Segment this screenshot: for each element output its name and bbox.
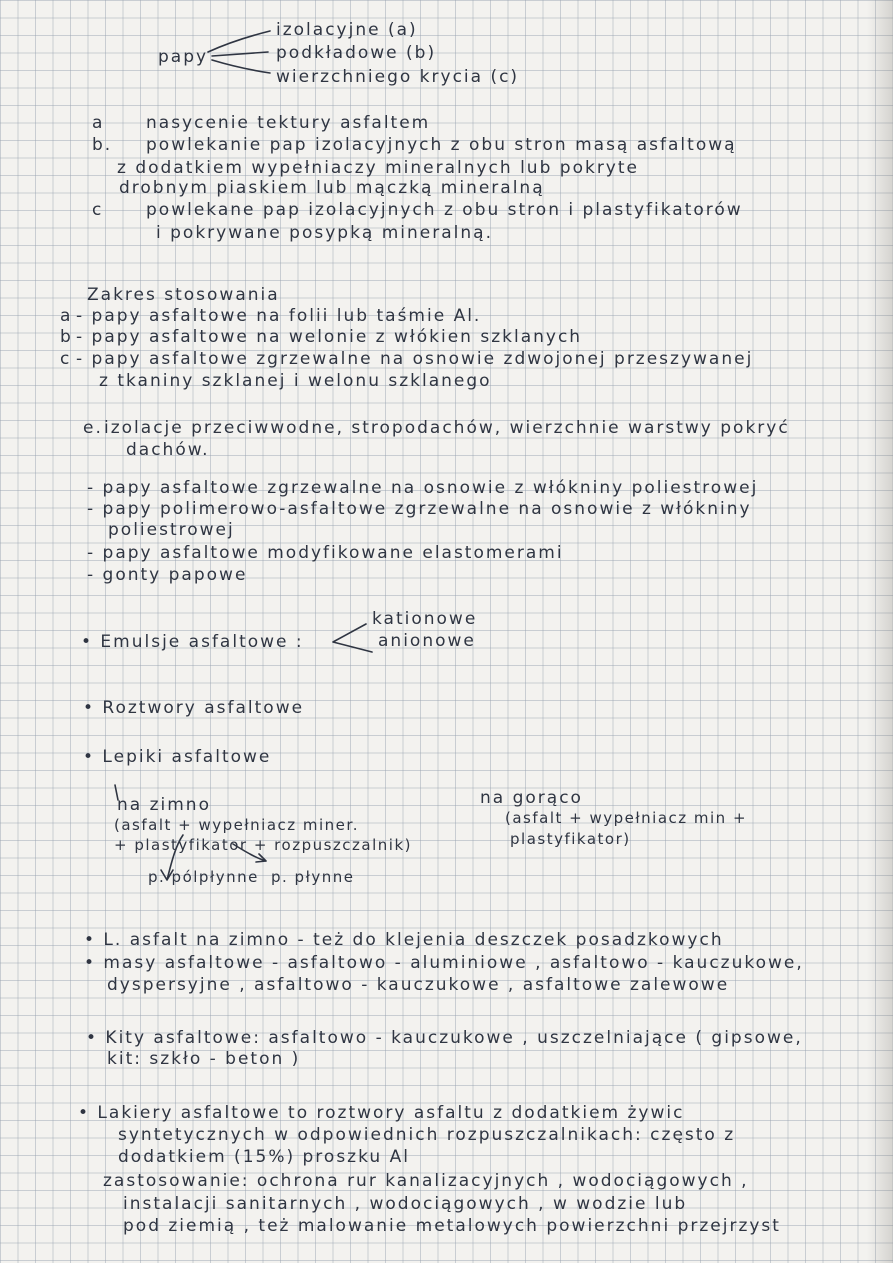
- zakres-c-line: - papy asfaltowe zgrzewalne na osnowie zdwojonej przeszywanej: [76, 349, 754, 369]
- lepiki-hot-title: na gorąco: [480, 788, 583, 808]
- papy-branch-2: podkładowe (b): [276, 43, 437, 63]
- papa-type-item: - papy asfaltowe modyfikowane elastomerami: [87, 543, 564, 563]
- emulsje-branch: [333, 624, 372, 652]
- zakres-heading: Zakres stosowania: [87, 285, 280, 305]
- lakiery-line: instalacji sanitarnych , wodociągowych , w wodzie lub: [123, 1194, 688, 1214]
- lepiki-hot-line: plastyfikator): [510, 830, 631, 848]
- def-b-line: drobnym piaskiem lub mączką mineralną: [119, 178, 545, 198]
- zakres-c-label: c: [60, 349, 72, 369]
- def-b-line: z dodatkiem wypełniaczy mineralnych lub pokryte: [117, 158, 639, 178]
- papy-branch-middle: [212, 52, 268, 56]
- def-b-line: powlekanie pap izolacyjnych z obu stron masą asfaltową: [146, 135, 737, 155]
- izolacje-label: e.: [83, 418, 103, 438]
- lakiery-line: pod ziemią , też malowanie metalowych powierzchni przejrzyst: [123, 1216, 781, 1236]
- lepiki-cold-title: na zimno: [117, 795, 211, 815]
- emulsje-kationowe: kationowe: [372, 609, 478, 629]
- lakiery-line: • Lakiery asfaltowe to roztwory asfaltu z dodatkiem żywic: [78, 1103, 685, 1123]
- lepiki-subtype: p. pólpłynne: [148, 868, 259, 886]
- papy-branch-lower: [212, 60, 270, 73]
- extra-item: • Kity asfaltowe: asfaltowo - kauczukowe , uszczelniające ( gipsowe,: [86, 1028, 803, 1048]
- extra-item: dyspersyjne , asfaltowo - kauczukowe , asfaltowe zalewowe: [107, 975, 730, 995]
- extra-item: • L. asfalt na zimno - też do klejenia deszczek posadzkowych: [84, 930, 724, 950]
- zakres-a-label: a: [60, 306, 73, 326]
- lepiki-cold-line: (asfalt + wypełniacz miner.: [114, 816, 359, 834]
- papy-branch-upper: [208, 31, 270, 52]
- def-b-label: b.: [92, 135, 113, 155]
- izolacje-line: dachów.: [126, 440, 210, 460]
- zakres-a-line: - papy asfaltowe na folii lub taśmie Al.: [76, 306, 482, 326]
- papy-branch-1: izolacyjne (a): [276, 20, 418, 40]
- lepiki-subtype: p. płynne: [271, 868, 355, 886]
- lepiki-cold-line: + plastyfikator + rozpuszczalnik): [114, 836, 412, 854]
- papy-branch-3: wierzchniego krycia (c): [276, 67, 520, 87]
- def-c-line: i pokrywane posypką mineralną.: [156, 223, 493, 243]
- zakres-c-line: z tkaniny szklanej i welonu szklanego: [99, 371, 492, 391]
- lakiery-line: zastosowanie: ochrona rur kanalizacyjnych , wodociągowych ,: [103, 1171, 749, 1191]
- izolacje-line: izolacje przeciwwodne, stropodachów, wierzchnie warstwy pokryć: [104, 418, 790, 438]
- papa-type-item: poliestrowej: [108, 520, 235, 540]
- emulsje-bullet: • Emulsje asfaltowe :: [81, 632, 304, 652]
- zakres-b-label: b: [60, 327, 73, 347]
- zakres-b-line: - papy asfaltowe na welonie z włókien szklanych: [76, 327, 583, 347]
- roztwory-bullet: • Roztwory asfaltowe: [83, 698, 305, 718]
- papa-type-item: - gonty papowe: [87, 565, 248, 585]
- papa-type-item: - papy asfaltowe zgrzewalne na osnowie z włókniny poliestrowej: [87, 478, 759, 498]
- lakiery-line: dodatkiem (15%) proszku Al: [118, 1147, 410, 1167]
- extra-item: • masy asfaltowe - asfaltowo - aluminiowe , asfaltowo - kauczukowe,: [84, 953, 804, 973]
- def-c-line: powlekane pap izolacyjnych z obu stron i plastyfikatorów: [146, 200, 743, 220]
- extra-item: kit: szkło - beton ): [107, 1049, 301, 1069]
- def-a-label: a: [92, 113, 105, 133]
- papa-type-item: - papy polimerowo-asfaltowe zgrzewalne na osnowie z włókniny: [87, 499, 752, 519]
- def-a-line: nasycenie tektury asfaltem: [146, 113, 431, 133]
- def-c-label: c: [92, 200, 104, 220]
- papy-head: papy: [158, 47, 209, 67]
- lepiki-hot-line: (asfalt + wypełniacz min +: [505, 809, 748, 827]
- lepiki-bullet: • Lepiki asfaltowe: [83, 747, 272, 767]
- emulsje-anionowe: anionowe: [378, 631, 476, 651]
- lakiery-line: syntetycznych w odpowiednich rozpuszczalnikach: często z: [118, 1125, 736, 1145]
